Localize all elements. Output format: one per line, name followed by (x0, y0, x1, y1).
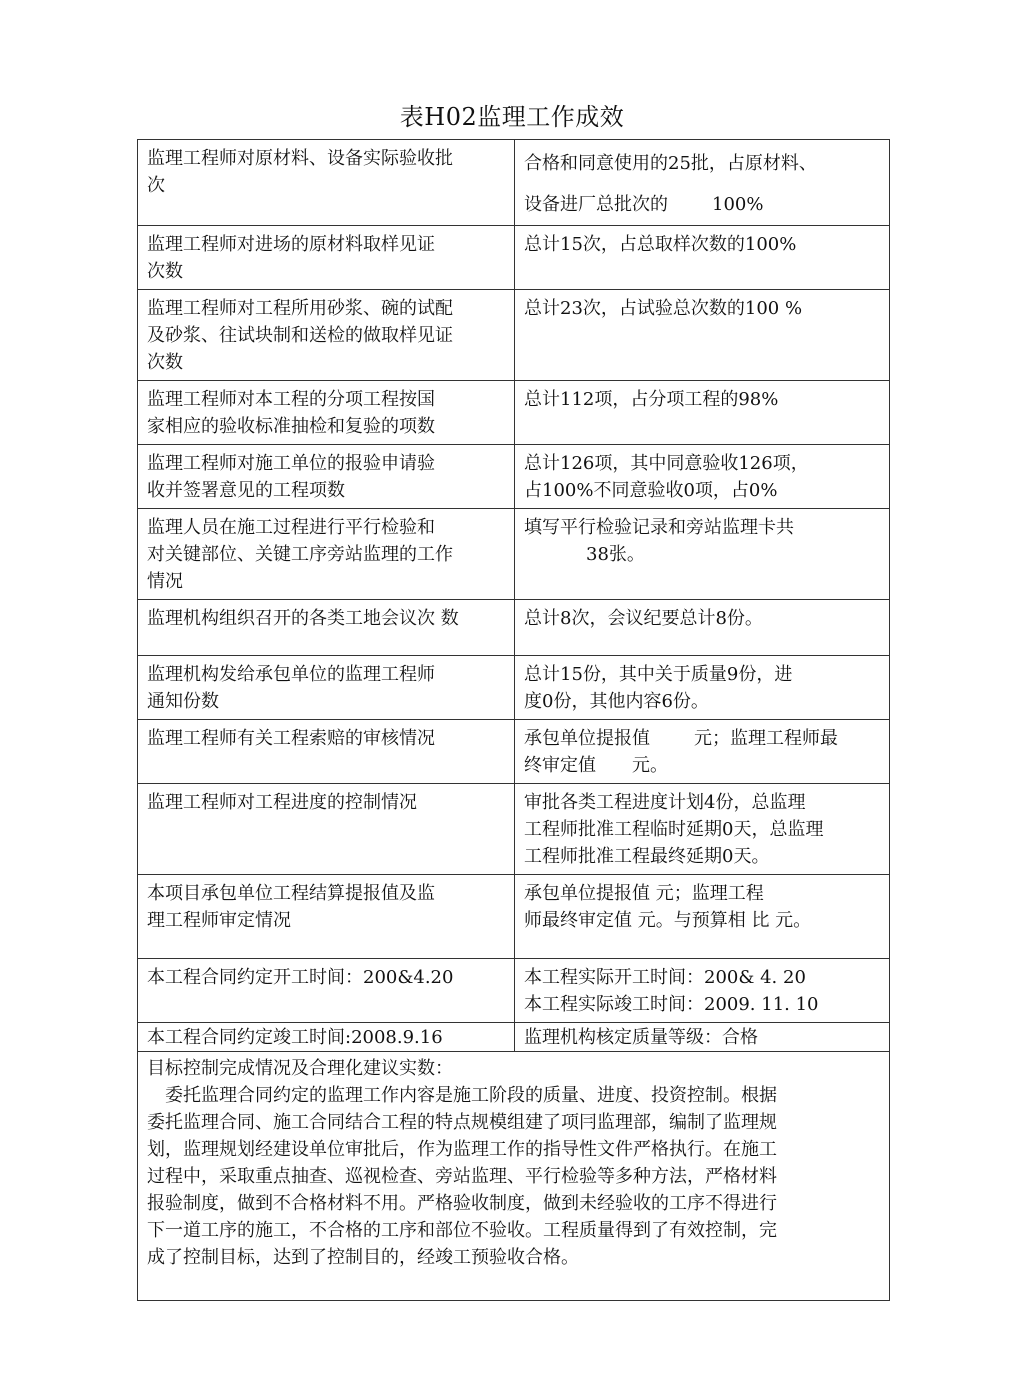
row-value: 总计23次，占试验总次数的100 % (515, 290, 890, 381)
row-label: 本工程合同约定开工时间：200&4.20 (138, 959, 515, 1023)
row-value: 承包单位提报值 元；监理工程 师最终审定值 元。与预算相 比 元。 (515, 875, 890, 959)
table-row (138, 959, 890, 1023)
summary-row (138, 1052, 890, 1301)
row-value: 总计15份，其中关于质量9份，进 度0份，其他内容6份。 (515, 656, 890, 720)
table-row (138, 509, 890, 600)
row-label: 监理机构组织召开的各类工地会议次 数 (138, 600, 515, 656)
row-label: 监理工程师对工程所用砂浆、碗的试配 及砂浆、往试块制和送检的做取样见证 次数 (138, 290, 515, 381)
row-label: 监理工程师对本工程的分项工程按国 家相应的验收标准抽检和复验的项数 (138, 381, 515, 445)
summary-heading: 目标控制完成情况及合理化建议实数： (147, 1058, 453, 1079)
table-row (138, 1023, 890, 1052)
row-label: 本项目承包单位工程结算提报值及监 理工程师审定情况 (138, 875, 515, 959)
row-value: 填写平行检验记录和旁站监理卡共 38张。 (515, 509, 890, 600)
table-row (138, 290, 890, 381)
row-value: 监理机构核定质量等级：合格 (515, 1023, 890, 1052)
table-row (138, 140, 890, 226)
table-row (138, 720, 890, 784)
row-label: 监理机构发给承包单位的监理工程师 通知份数 (138, 656, 515, 720)
row-label: 监理工程师对施工单位的报验申请验 收并签署意见的工程项数 (138, 445, 515, 509)
row-value: 承包单位提报值 元；监理工程师最 终审定值 元。 (515, 720, 890, 784)
row-label: 监理工程师对工程进度的控制情况 (138, 784, 515, 875)
supervision-results-table (137, 139, 890, 1301)
row-value: 总计126项，其中同意验收126项， 占100%不同意验收0项，占0% (515, 445, 890, 509)
table-row (138, 381, 890, 445)
table-row (138, 445, 890, 509)
row-label: 监理工程师有关工程索赔的审核情况 (138, 720, 515, 784)
summary-cell: 目标控制完成情况及合理化建议实数： 委托监理合同约定的监理工作内容是施工阶段的质量、进度、投资控制。根据 委托监理合同、施工合同结合工程的特点规模组建了项冃监理部，编制了监理规 划，监理规划经建设单位审批后，作为监理工作的指导性文件严格执行。在施工 过程中，采取重点抽查、巡视检查、旁站监理、平行检验等多种方法，严格材料 报验制度，做到不合格材料不用。严格验收制度，做到未经验收的工序不得进行 下一道工序的施工，不合格的工序和部位不验收。工程质量得到了有效控制，完 成了控制目标，达到了控制目的，经竣工预验收合格。 (138, 1052, 890, 1301)
row-value: 总计112项，占分项工程的98% (515, 381, 890, 445)
row-value: 审批各类工程进度计划4份，总监理 工程师批准工程临时延期0天，总监理 工程师批准工程最终延期0天。 (515, 784, 890, 875)
row-label: 监理工程师对进场的原材料取样见证 次数 (138, 226, 515, 290)
document-title: 表H02监理工作成效 (399, 103, 625, 131)
table-row (138, 656, 890, 720)
row-value: 本工程实际开工时间：200& 4. 20 本工程实际竣工时间：2009. 11. 10 (515, 959, 890, 1023)
table-row (138, 226, 890, 290)
row-value: 总计8次，会议纪要总计8份。 (515, 600, 890, 656)
row-label: 本工程合同约定竣工时间:2008.9.16 (138, 1023, 515, 1052)
table-row (138, 784, 890, 875)
table-row (138, 875, 890, 959)
row-value: 总计15次，占总取样次数的100% (515, 226, 890, 290)
row-value: 合格和同意使用的25批，占原材料、 设备进厂总批次的 100% (515, 140, 890, 226)
row-label: 监理人员在施工过程进行平行检验和 对关键部位、关键工序旁站监理的工作 情况 (138, 509, 515, 600)
row-label: 监理工程师对原材料、设备实际验收批 次 (138, 140, 515, 226)
table-row (138, 600, 890, 656)
